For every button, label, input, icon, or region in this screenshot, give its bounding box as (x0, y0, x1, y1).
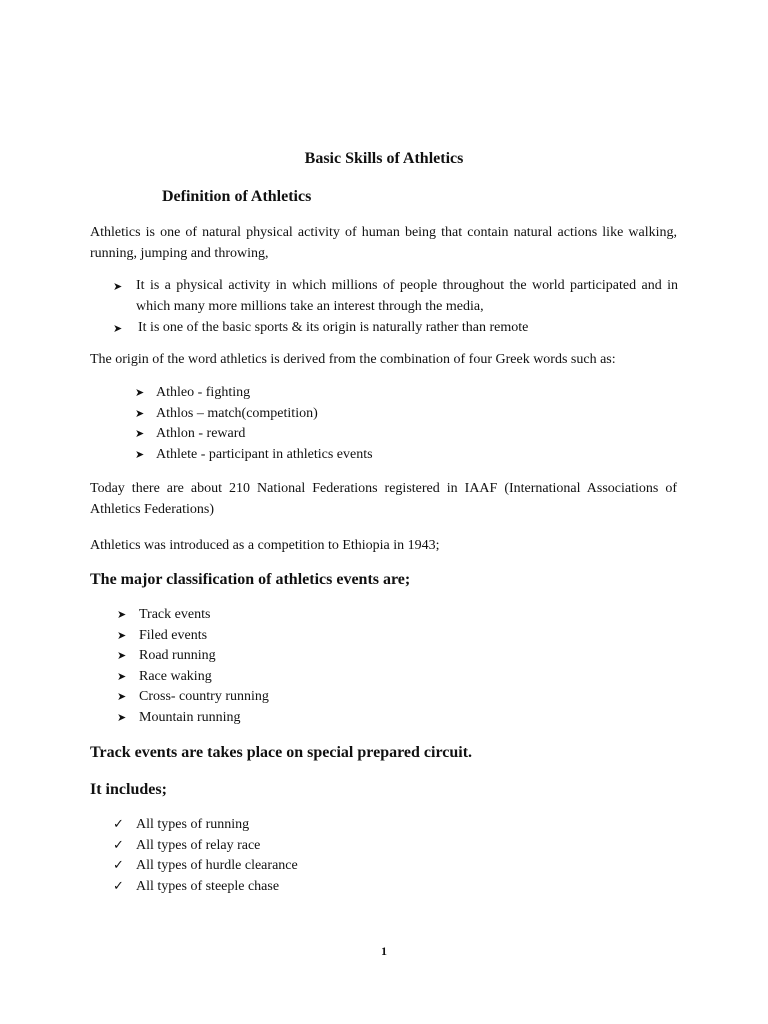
intro-paragraph: Athletics is one of natural physical activity of human being that contain natural actions like walking, running, jumping and throwing, (90, 225, 677, 261)
arrowhead-bullet-icon: ➤ (117, 669, 127, 683)
list-item (113, 877, 513, 898)
list-item (113, 317, 678, 338)
list-item-text: All types of relay race (136, 837, 261, 853)
classification-heading: The major classification of athletics events are; (90, 571, 411, 588)
list-item (117, 667, 517, 688)
list-item (135, 424, 675, 445)
list-item (135, 404, 675, 425)
origin-paragraph: The origin of the word athletics is derived from the combination of four Greek words such as: (90, 352, 616, 367)
list-item (113, 275, 678, 317)
greek-words-list (135, 383, 675, 465)
ethiopia-paragraph: Athletics was introduced as a competition to Ethiopia in 1943; (90, 538, 440, 553)
section-subtitle: Definition of Athletics (162, 188, 312, 205)
arrowhead-bullet-icon: ➤ (135, 386, 145, 399)
iaaf-paragraph: Today there are about 210 National Federations registered in IAAF (International Associations of Athletics Federations) (90, 481, 677, 517)
list-item-text: Filed events (139, 627, 208, 643)
arrowhead-bullet-icon: ➤ (117, 710, 127, 724)
list-item-text: Athleo - fighting (156, 385, 251, 400)
list-item-text: All types of running (136, 817, 250, 832)
list-item-text: Cross- country running (139, 689, 269, 705)
list-item (117, 626, 517, 647)
list-item-text: All types of hurdle clearance (136, 858, 298, 874)
list-item (117, 708, 517, 729)
list-item-text: Athlon - reward (156, 426, 246, 442)
definition-bullet-list (113, 275, 678, 338)
track-events-heading: Track events are takes place on special prepared circuit. (90, 744, 473, 761)
list-item-text: Mountain running (139, 709, 241, 725)
includes-heading: It includes; (90, 781, 167, 798)
list-item-text: Athlete - participant in athletics events (156, 446, 373, 462)
list-item-text: Athlos – match(competition) (156, 405, 318, 421)
arrowhead-bullet-icon: ➤ (135, 447, 145, 461)
page-number: 1 (381, 944, 387, 958)
list-item (113, 836, 513, 857)
classification-list (117, 605, 517, 729)
arrowhead-bullet-icon: ➤ (117, 690, 127, 704)
list-item-text: All types of steeple chase (136, 878, 280, 894)
arrowhead-bullet-icon: ➤ (135, 406, 145, 420)
list-item-text: Road running (139, 648, 216, 664)
checkmark-bullet-icon: ✓ (113, 837, 124, 853)
list-item (113, 815, 513, 836)
list-item (117, 646, 517, 667)
list-item (135, 445, 675, 466)
arrowhead-bullet-icon: ➤ (117, 628, 127, 642)
checkmark-bullet-icon: ✓ (113, 817, 124, 832)
arrowhead-bullet-icon: ➤ (113, 280, 123, 293)
checkmark-bullet-icon: ✓ (113, 858, 124, 874)
arrowhead-bullet-icon: ➤ (113, 322, 123, 335)
list-item (135, 383, 675, 404)
list-item-text: Track events (139, 607, 211, 622)
list-item (117, 687, 517, 708)
list-item-text: It is a physical activity in which millions of people throughout the world participated and in which many more millions take an interest through the media, (136, 278, 678, 314)
list-item (113, 856, 513, 877)
list-item-text: Race waking (139, 668, 212, 684)
track-includes-list (113, 815, 513, 897)
list-item-text: It is one of the basic sports & its origin is naturally rather than remote (138, 320, 529, 335)
list-item (117, 605, 517, 626)
checkmark-bullet-icon: ✓ (113, 878, 124, 894)
document-title: Basic Skills of Athletics (304, 150, 464, 167)
arrowhead-bullet-icon: ➤ (135, 427, 145, 441)
arrowhead-bullet-icon: ➤ (117, 649, 127, 663)
arrowhead-bullet-icon: ➤ (117, 608, 127, 621)
